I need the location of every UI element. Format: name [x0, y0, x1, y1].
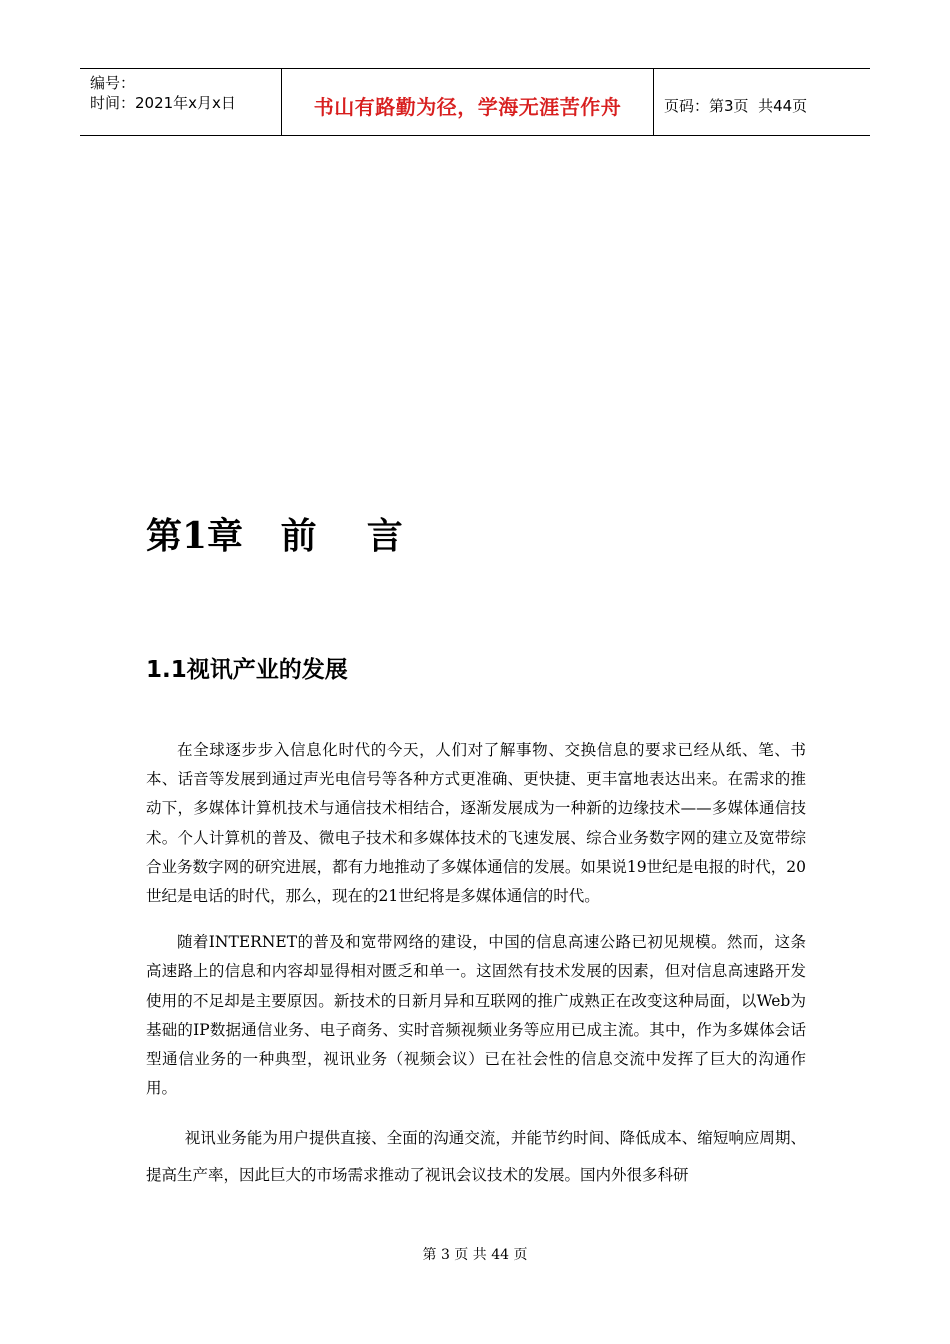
header-number-label: 编号： [90, 74, 136, 92]
header-page-info: 页码：第3页 共44页 [664, 96, 808, 115]
paragraph-2: 随着INTERNET的普及和宽带网络的建设，中国的信息高速公路已初见规模。然而，这条高速路上的信息和内容却显得相对匮乏和单一。这固然有技术发展的因素，但对信息高速路开发使用的不足却是主要原因。新技术的日新月异和互联网的推广成熟正在改变这种局面，以Web为基础的IP数据通信业务、电子商务、实时音频视频业务等应用已成主流。其中，作为多媒体会话型通信业务的一种典型，视讯业务（视频会议）已在社会性的信息交流中发挥了巨大的沟通作用。 [146, 933, 806, 1098]
paragraph-1: 在全球逐步步入信息化时代的今天，人们对了解事物、交换信息的要求已经从纸、笔、书本、话音等发展到通过声光电信号等各种方式更准确、更快捷、更丰富地表达出来。在需求的推动下，多媒体计算机技术与通信技术相结合，逐渐发展成为一种新的边缘技术——多媒体通信技术。个人计算机的普及、微电子技术和多媒体技术的飞速发展、综合业务数字网的建立及宽带综合业务数字网的研究进展，都有力地推动了多媒体通信的发展。如果说19世纪是电报的时代，20世纪是电话的时代，那么，现在的21世纪将是多媒体通信的时代。 [146, 741, 806, 906]
header-page-cell [654, 69, 870, 135]
header-motto: 书山有路勤为径，学海无涯苦作舟 [313, 94, 622, 119]
document-header [80, 68, 870, 136]
body-text [146, 736, 806, 1194]
section-title: 1.1视讯产业的发展 [146, 657, 348, 683]
header-motto-cell [282, 69, 654, 135]
page-footer: 第 3 页 共 44 页 [422, 1247, 528, 1263]
header-date-label: 时间：2021年x月x日 [90, 94, 236, 112]
paragraph-3: 视讯业务能为用户提供直接、全面的沟通交流，并能节约时间、降低成本、缩短响应周期、提高生产率，因此巨大的市场需求推动了视讯会议技术的发展。国内外很多科研 [146, 1129, 806, 1185]
header-meta-cell [80, 69, 282, 135]
chapter-title: 第1章 前 言 [146, 515, 403, 557]
